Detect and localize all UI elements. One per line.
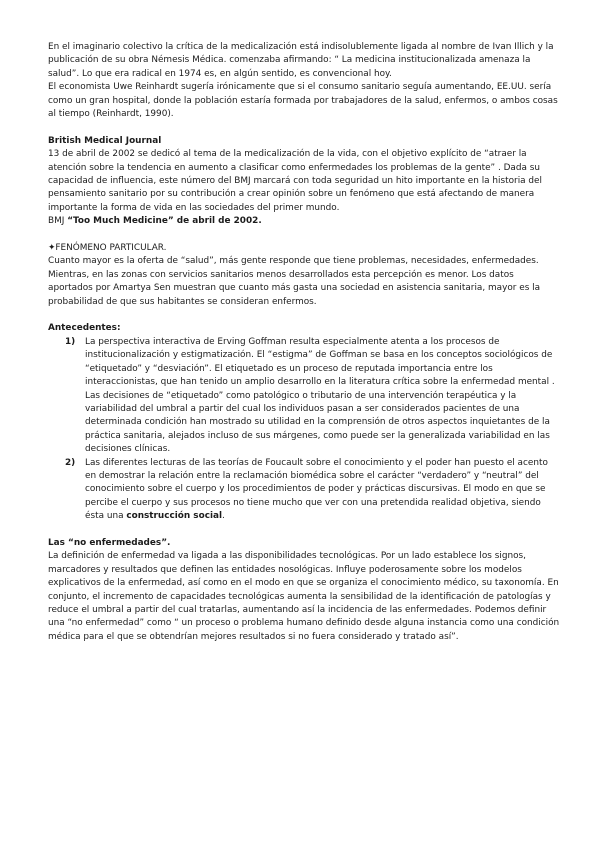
spacer [48, 121, 560, 134]
list-item-text: La perspectiva interactiva de Erving Goffman resulta especialmente atenta a los procesos de institucionalización y estigmatización. El “estigma” de Goffman se basa en los conceptos sociológicos de “etiquetado” y “desviación”. El etiquetado es un proceso de reputada importancia entre los interaccionistas, que han tenido un amplio desarrollo en la literatura crítica sobre la enfermedad mental . Las decisiones de “etiquetado” como patológico o tributario de una intervención terapéutica y la variabilidad del umbral a partir del cual los individuos pasan a ser considerados pacientes de una determinada condición han mostrado su utilidad en la comprensión de otros aspectos inquietantes de la práctica sanitaria, alejados incluso de sus márgenes, como puede ser la generalizada variabilidad en las decisiones clínicas. [85, 336, 555, 455]
list-item [48, 336, 560, 457]
intro-paragraph-2: El economista Uwe Reinhardt sugería irónicamente que si el consumo sanitario seguía aumentando, EE.UU. sería como un gran hospital, donde la población estaría formada por trabajadores de la salud, enfermos, o ambos cosas al tiempo (Reinhardt, 1990). [48, 82, 558, 120]
antecedentes-heading: Antecedentes: [48, 323, 121, 334]
bmj-footer-title: “Too Much Medicine” de abril de 2002. [67, 216, 262, 227]
bmj-heading: British Medical Journal [48, 135, 162, 146]
no-enfermedades-quote: “ un proceso o problema humano definido desde alguna instancia como una condición médica para el que se obtendrían mejores resultados si no fuera considerado y tratado así”. [48, 618, 560, 642]
intro-text: En el imaginario colectivo la crítica de la medicalización está indisolublemente ligada al nombre de Ivan Illich y la publicación de su obra [48, 42, 554, 66]
book-title: Némesis Médica [151, 55, 224, 66]
list-number: 1) [65, 336, 76, 347]
bmj-footer [48, 215, 560, 228]
antecedentes-list [48, 336, 560, 524]
list-item-text: Las diferentes lecturas de las teorías de Foucault sobre el conocimiento y el poder han puesto el acento en demostrar la relación entre la reclamación biomédica sobre el carácter “verdadero” y “neutral” del conocimiento sobre el cuerpo y los procedimientos de poder y prácticas discursivas. El modo en que se percibe el cuerpo y sus procesos no tiene mucho que ver con una pretendida realidad objetiva, siendo ésta una [85, 457, 548, 522]
list-item-tail: . [222, 511, 225, 522]
spacer [48, 229, 560, 242]
list-item [48, 457, 560, 524]
fenomeno-heading: ✦FENÓMENO PARTICULAR. [48, 243, 167, 254]
bmj-footer-label: BMJ [48, 216, 68, 227]
spacer [48, 524, 560, 537]
no-enfermedades-heading: Las “no enfermedades”. [48, 537, 171, 548]
spacer [48, 309, 560, 322]
no-enfermedades-text: La definición de enfermedad va ligada a las disponibilidades tecnológicas. Por un lado establece los signos, marcadores y resultados que definen las entidades nosológicas. Influye poderosamente sobre los modelos explicativos de la enfermedad, así como en el modo en que se organiza el conocimiento médico, su taxonomía. En conjunto, el incremento de capacidades tecnológicas aumenta la sensibilidad de la identificación de patologías y reduce el umbral a partir del cual tratarlas, aumentando así la incidencia de las enfermedades. Podemos definir una “no enfermedad” como [48, 551, 559, 629]
intro-paragraph-1 [48, 41, 560, 81]
intro-text-continued: . comenzaba afirmando: “ La medicina institucionalizada amenaza la salud”. Lo que era radical en 1974 es, en algún sentido, es convencional hoy. [48, 55, 531, 79]
no-enfermedades-paragraph [48, 550, 560, 644]
fenomeno-paragraph: Cuanto mayor es la oferta de “salud”, más gente responde que tiene problemas, necesidades, enfermedades. Mientras, en las zonas con servicios sanitarios menos desarrollados esta percepción es menor. Los datos aportados por Amartya Sen muestran que cuanto más gasta una sociedad en asistencia sanitaria, mayor es la probabilidad de que sus habitantes se consideran enfermos. [48, 256, 541, 307]
bmj-paragraph: 13 de abril de 2002 se dedicó al tema de la medicalización de la vida, con el objetivo explícito de “atraer la atención sobre la tendencia en aumento a clasificar como enfermedades los problemas de la gente” . Dada su capacidad de influencia, este número del BMJ marcará con toda seguridad un hito importante en la historia del pensamiento sanitario por su contribución a crear opinión sobre un fenómeno que está afectando de manera importante la forma de vida en las sociedades del primer mundo. [48, 149, 542, 213]
list-item-emphasis: construcción social [126, 511, 223, 522]
list-number: 2) [65, 457, 76, 468]
